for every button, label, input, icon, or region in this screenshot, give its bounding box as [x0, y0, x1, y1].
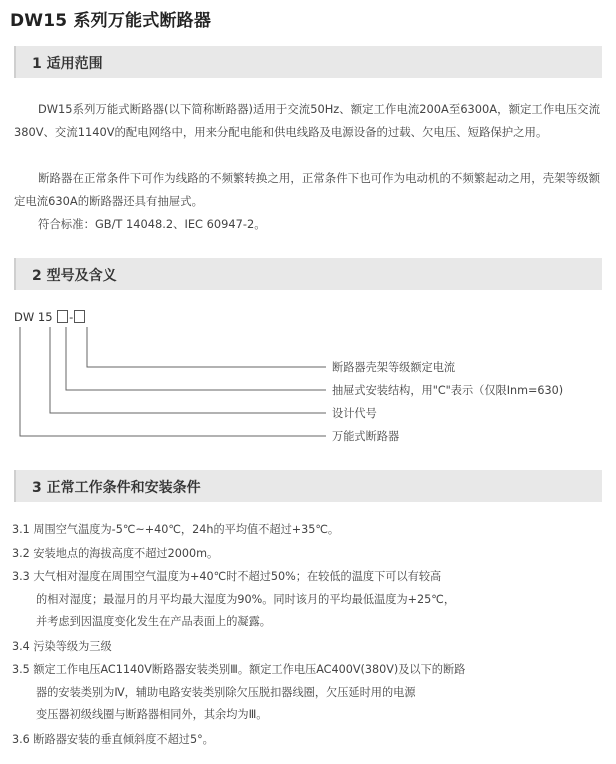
callout-drawer-type: 抽屉式安装结构，用"C"表示（仅限Inm=630) [332, 384, 564, 397]
condition-line: 3.4 污染等级为三级 [12, 640, 112, 653]
condition-item [12, 636, 112, 659]
condition-line: 3.5 额定工作电压AC1140V断路器安装类别Ⅲ。额定工作电压AC400V(380V)及以下的断路 [12, 663, 466, 676]
condition-line: 3.6 断路器安装的垂直倾斜度不超过5°。 [12, 733, 214, 746]
condition-item [12, 519, 339, 542]
model-code-prefix: DW 15 [14, 310, 53, 324]
section-title: 1 适用范围 [32, 56, 103, 72]
section-title: 3 正常工作条件和安装条件 [32, 480, 201, 496]
callout-universal-breaker: 万能式断路器 [332, 430, 400, 443]
section-title: 2 型号及含义 [32, 268, 117, 284]
model-code-separator: - [69, 310, 74, 324]
condition-line: 器的安装类别为Ⅳ，辅助电路安装类别除欠压脱扣器线圈，欠压延时用的电源 [36, 685, 416, 699]
condition-item [12, 566, 455, 634]
document-title: DW15 系列万能式断路器 [10, 11, 212, 31]
condition-line: 并考虑到因温度变化发生在产品表面上的凝露。 [36, 615, 271, 628]
callout-design-code: 设计代号 [332, 407, 377, 420]
condition-line: 3.1 周围空气温度为-5℃~+40℃，24h的平均值不超过+35℃。 [12, 523, 340, 536]
standards-text: 符合标准：GB/T 14048.2、IEC 60947-2。 [38, 217, 266, 231]
scope-text-1: DW15系列万能式断路器(以下简称断路器)适用于交流50Hz、额定工作电流200A至6300A，额定工作电压交流380V、交流1140V的配电网络中，用来分配电能和供电线路及电源设备的过载、欠电压、短路保护之用。 [14, 102, 600, 139]
condition-line: 3.3 大气相对湿度在周围空气温度为+40℃时不超过50%；在较低的温度下可以有较高 [12, 570, 442, 583]
condition-item [12, 729, 214, 752]
condition-item [12, 543, 218, 566]
scope-text-2: 断路器在正常条件下可作为线路的不频繁转换之用，正常条件下也可作为电动机的不频繁起动之用，壳架等级额定电流630A的断路器还具有抽屉式。 [14, 171, 600, 208]
condition-item [12, 659, 465, 727]
leader-line-frame-current [87, 327, 326, 367]
condition-line: 3.2 安装地点的海拔高度不超过2000m。 [12, 547, 219, 560]
condition-line: 的相对湿度；最湿月的月平均最大湿度为90%。同时该月的平均最低温度为+25℃， [36, 592, 456, 606]
section-header-conditions [14, 470, 602, 502]
leader-line-drawer [66, 327, 326, 390]
callout-frame-current: 断路器壳架等级额定电流 [332, 361, 456, 374]
condition-line: 变压器初级线圈与断路器相同外，其余均为Ⅲ。 [36, 708, 268, 721]
leader-line-design-code [50, 327, 326, 413]
